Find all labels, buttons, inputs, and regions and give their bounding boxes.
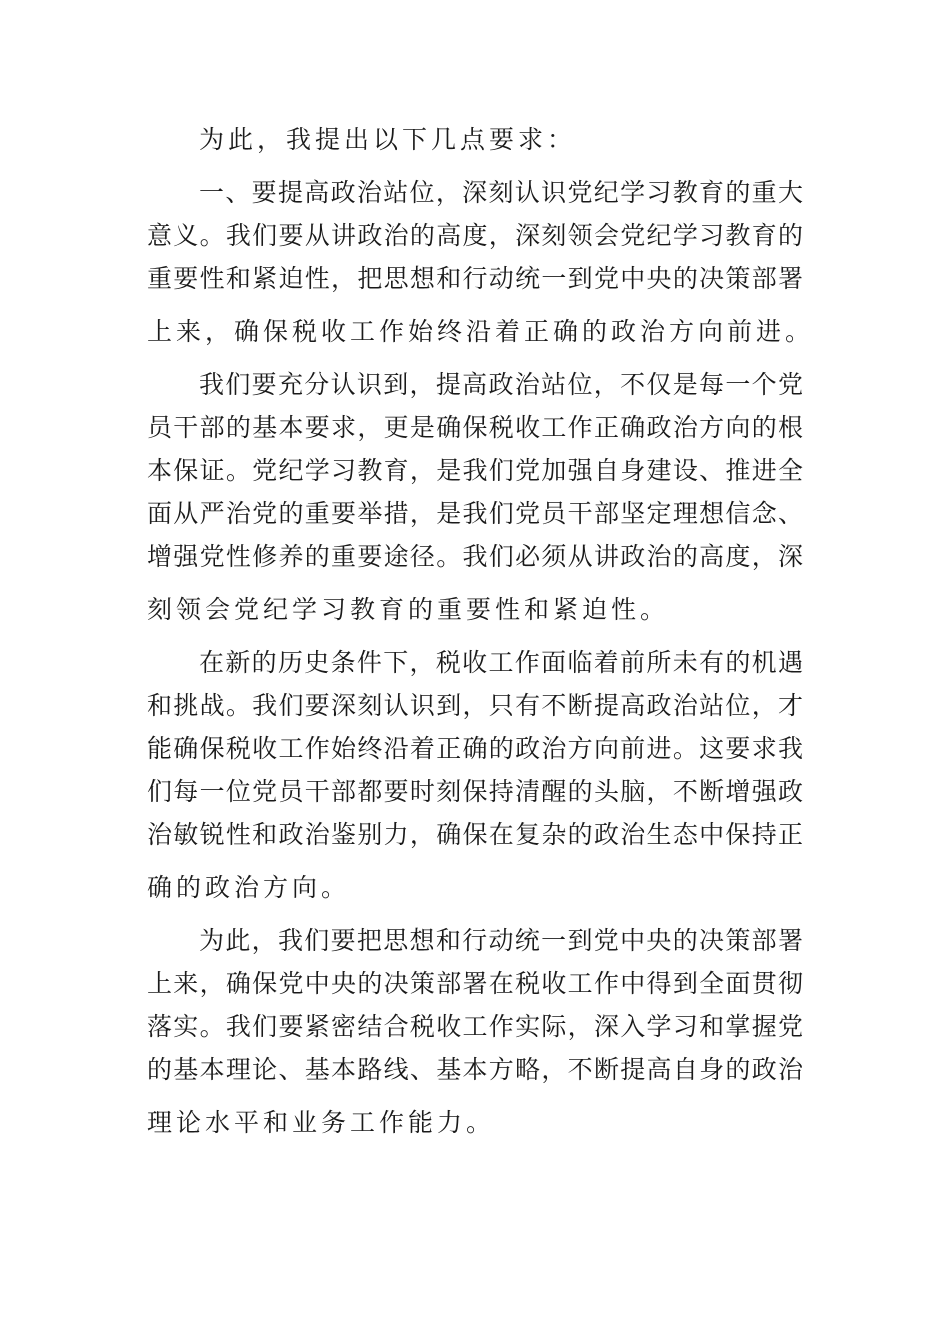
paragraph-2-line-4: 上来，确保税收工作始终沿着正确的政治方向前进。 [147,317,815,346]
paragraph-4-line-5: 治敏锐性和政治鉴别力，确保在复杂的政治生态中保持正 [147,820,803,849]
paragraph-3-line-1: 我们要充分认识到，提高政治站位，不仅是每一个党 [199,370,803,399]
paragraph-5-line-2: 上来，确保党中央的决策部署在税收工作中得到全面贯彻 [147,969,803,998]
paragraph-3-line-4: 面从严治党的重要举措，是我们党员干部坚定理想信念、 [147,499,803,528]
paragraph-4-line-4: 们每一位党员干部都要时刻保持清醒的头脑，不断增强政 [147,777,803,806]
paragraph-1-line-1: 为此，我提出以下几点要求： [199,125,577,154]
paragraph-4-line-1: 在新的历史条件下，税收工作面临着前所未有的机遇 [199,648,803,677]
paragraph-2-line-3: 重要性和紧迫性，把思想和行动统一到党中央的决策部署 [147,264,803,293]
paragraph-2-line-2: 意义。我们要从讲政治的高度，深刻领会党纪学习教育的 [147,221,803,250]
paragraph-3-line-5: 增强党性修养的重要途径。我们必须从讲政治的高度，深 [147,542,803,571]
paragraph-2-line-1: 一、要提高政治站位，深刻认识党纪学习教育的重大 [199,178,803,207]
paragraph-4-line-3: 能确保税收工作始终沿着正确的政治方向前进。这要求我 [147,734,803,763]
paragraph-4-line-6: 确的政治方向。 [147,873,351,902]
paragraph-5-line-3: 落实。我们要紧密结合税收工作实际，深入学习和掌握党 [147,1012,803,1041]
paragraph-4-line-2: 和挑战。我们要深刻认识到，只有不断提高政治站位，才 [147,691,803,720]
paragraph-5-line-1: 为此，我们要把思想和行动统一到党中央的决策部署 [199,926,803,955]
paragraph-5-line-4: 的基本理论、基本路线、基本方略，不断提高自身的政治 [147,1055,803,1084]
paragraph-5-line-5: 理论水平和业务工作能力。 [147,1108,496,1137]
paragraph-3-line-2: 员干部的基本要求，更是确保税收工作正确政治方向的根 [147,413,803,442]
paragraph-3-line-3: 本保证。党纪学习教育，是我们党加强自身建设、推进全 [147,456,803,485]
paragraph-3-line-6: 刻领会党纪学习教育的重要性和紧迫性。 [147,595,670,624]
